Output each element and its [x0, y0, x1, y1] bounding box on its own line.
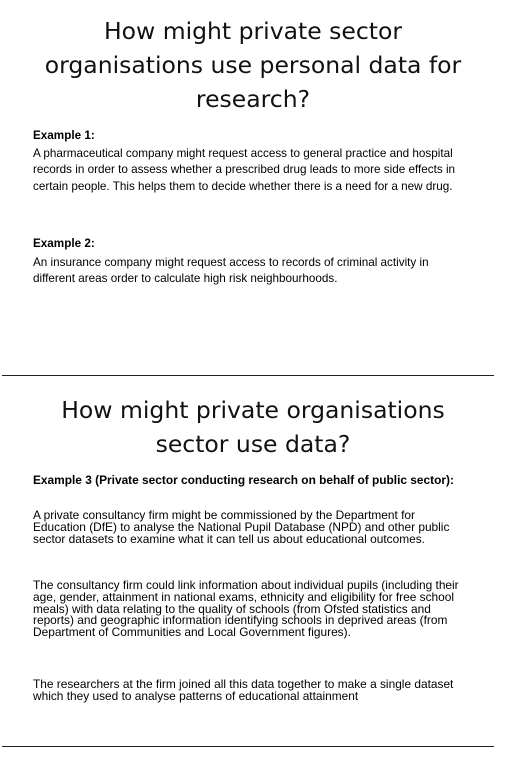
example-heading: Example 2:: [33, 237, 95, 250]
paragraph: A pharmaceutical company might request access to general practice and hospital records in order to assess whether a prescribed drug leads to more side effects in certain people. This helps them to decide whether there is a need for a new drug.: [33, 147, 456, 193]
paragraph: The consultancy firm could link information about individual pupils (including their age, gender, attainment in national exams, ethnicity and eligibility for free school meals) with data relating to the quality of schools (from Ofsted statistics and reports) and geographic information identifying schools in deprived areas (from Department of Communities and Local Government figures).: [33, 578, 459, 640]
title-line: research?: [195, 85, 311, 113]
slide-2: [0, 377, 506, 747]
paragraph: An insurance company might request access to records of criminal activity in different areas order to calculate high risk neighbourhoods.: [33, 256, 429, 286]
slide-1: [0, 0, 506, 376]
slide-divider: [2, 375, 494, 376]
title-line: How might private sector: [103, 17, 403, 45]
paragraph: The researchers at the firm joined all this data together to make a single dataset which they used to analyse patterns of educational attainment: [33, 677, 454, 703]
example-3-paragraph-3: [33, 679, 465, 703]
example-3-heading: [33, 475, 465, 487]
example-3-paragraph-1: [33, 510, 465, 545]
example-2-text: [33, 255, 465, 288]
title-line: sector use data?: [155, 430, 351, 458]
example-1-text: [33, 146, 465, 195]
example-heading: Example 1:: [33, 129, 95, 142]
example-3-paragraph-2: [33, 580, 465, 639]
slide-2-title: [0, 393, 506, 461]
example-1-heading: [33, 128, 465, 144]
slide-1-title: [0, 14, 506, 116]
title-line: organisations use personal data for: [44, 51, 462, 79]
paragraph: A private consultancy firm might be commissioned by the Department for Education (DfE) to analyse the National Pupil Database (NPD) and other public sector datasets to examine what it can tell us about educational outcomes.: [33, 508, 450, 546]
slide-divider: [2, 746, 494, 747]
example-2-heading: [33, 236, 465, 252]
example-heading: Example 3 (Private sector conducting research on behalf of public sector):: [33, 473, 454, 487]
title-line: How might private organisations: [61, 396, 445, 424]
